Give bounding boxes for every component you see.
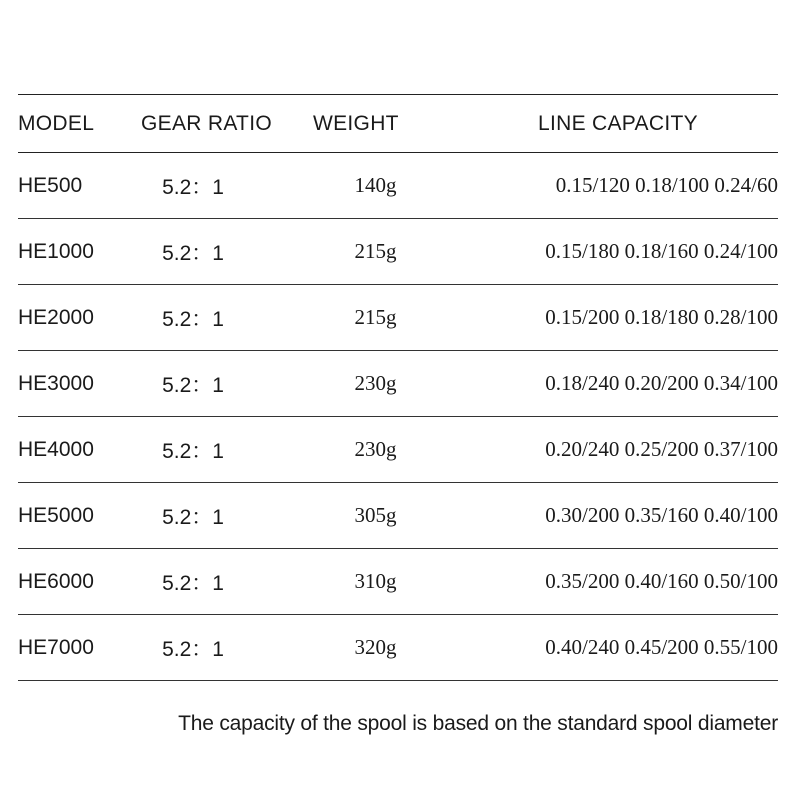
cell-gear-ratio: 5.2：1	[162, 571, 224, 595]
header-line-capacity: LINE CAPACITY	[538, 111, 698, 135]
table-row	[18, 153, 778, 219]
header-model: MODEL	[18, 111, 95, 135]
table-row	[18, 351, 778, 417]
cell-model: HE5000	[18, 503, 94, 527]
cell-line-capacity: 0.18/240 0.20/200 0.34/100	[545, 371, 778, 395]
header-row	[18, 95, 778, 153]
cell-weight: 215g	[354, 305, 397, 329]
cell-weight: 230g	[354, 437, 397, 461]
cell-line-capacity: 0.15/120 0.18/100 0.24/60	[555, 173, 778, 197]
cell-gear-ratio: 5.2：1	[162, 439, 224, 463]
table-row	[18, 285, 778, 351]
table-row	[18, 549, 778, 615]
cell-line-capacity: 0.20/240 0.25/200 0.37/100	[545, 437, 778, 461]
cell-gear-ratio: 5.2：1	[162, 373, 224, 397]
cell-line-capacity: 0.30/200 0.35/160 0.40/100	[545, 503, 778, 527]
cell-model: HE1000	[18, 239, 94, 263]
cell-weight: 310g	[354, 569, 397, 593]
table-row	[18, 483, 778, 549]
cell-gear-ratio: 5.2：1	[162, 175, 224, 199]
cell-gear-ratio: 5.2：1	[162, 241, 224, 265]
cell-weight: 230g	[354, 371, 397, 395]
table-row	[18, 417, 778, 483]
cell-gear-ratio: 5.2：1	[162, 307, 224, 331]
cell-weight: 320g	[354, 635, 397, 659]
cell-line-capacity: 0.15/200 0.18/180 0.28/100	[545, 305, 778, 329]
cell-model: HE4000	[18, 437, 94, 461]
cell-line-capacity: 0.35/200 0.40/160 0.50/100	[545, 569, 778, 593]
cell-weight: 215g	[354, 239, 397, 263]
cell-model: HE2000	[18, 305, 94, 329]
cell-weight: 305g	[354, 503, 397, 527]
cell-gear-ratio: 5.2：1	[162, 505, 224, 529]
cell-model: HE3000	[18, 371, 94, 395]
cell-line-capacity: 0.40/240 0.45/200 0.55/100	[545, 635, 778, 659]
cell-model: HE6000	[18, 569, 94, 593]
cell-model: HE7000	[18, 635, 94, 659]
footnote: The capacity of the spool is based on the standard spool diameter	[178, 712, 778, 735]
cell-model: HE500	[18, 173, 83, 197]
table-row	[18, 615, 778, 681]
header-weight: WEIGHT	[313, 111, 399, 135]
header-gear-ratio: GEAR RATIO	[141, 111, 272, 135]
spec-table	[18, 94, 778, 681]
cell-weight: 140g	[354, 173, 397, 197]
table-row	[18, 219, 778, 285]
cell-line-capacity: 0.15/180 0.18/160 0.24/100	[545, 239, 778, 263]
cell-gear-ratio: 5.2：1	[162, 637, 224, 661]
